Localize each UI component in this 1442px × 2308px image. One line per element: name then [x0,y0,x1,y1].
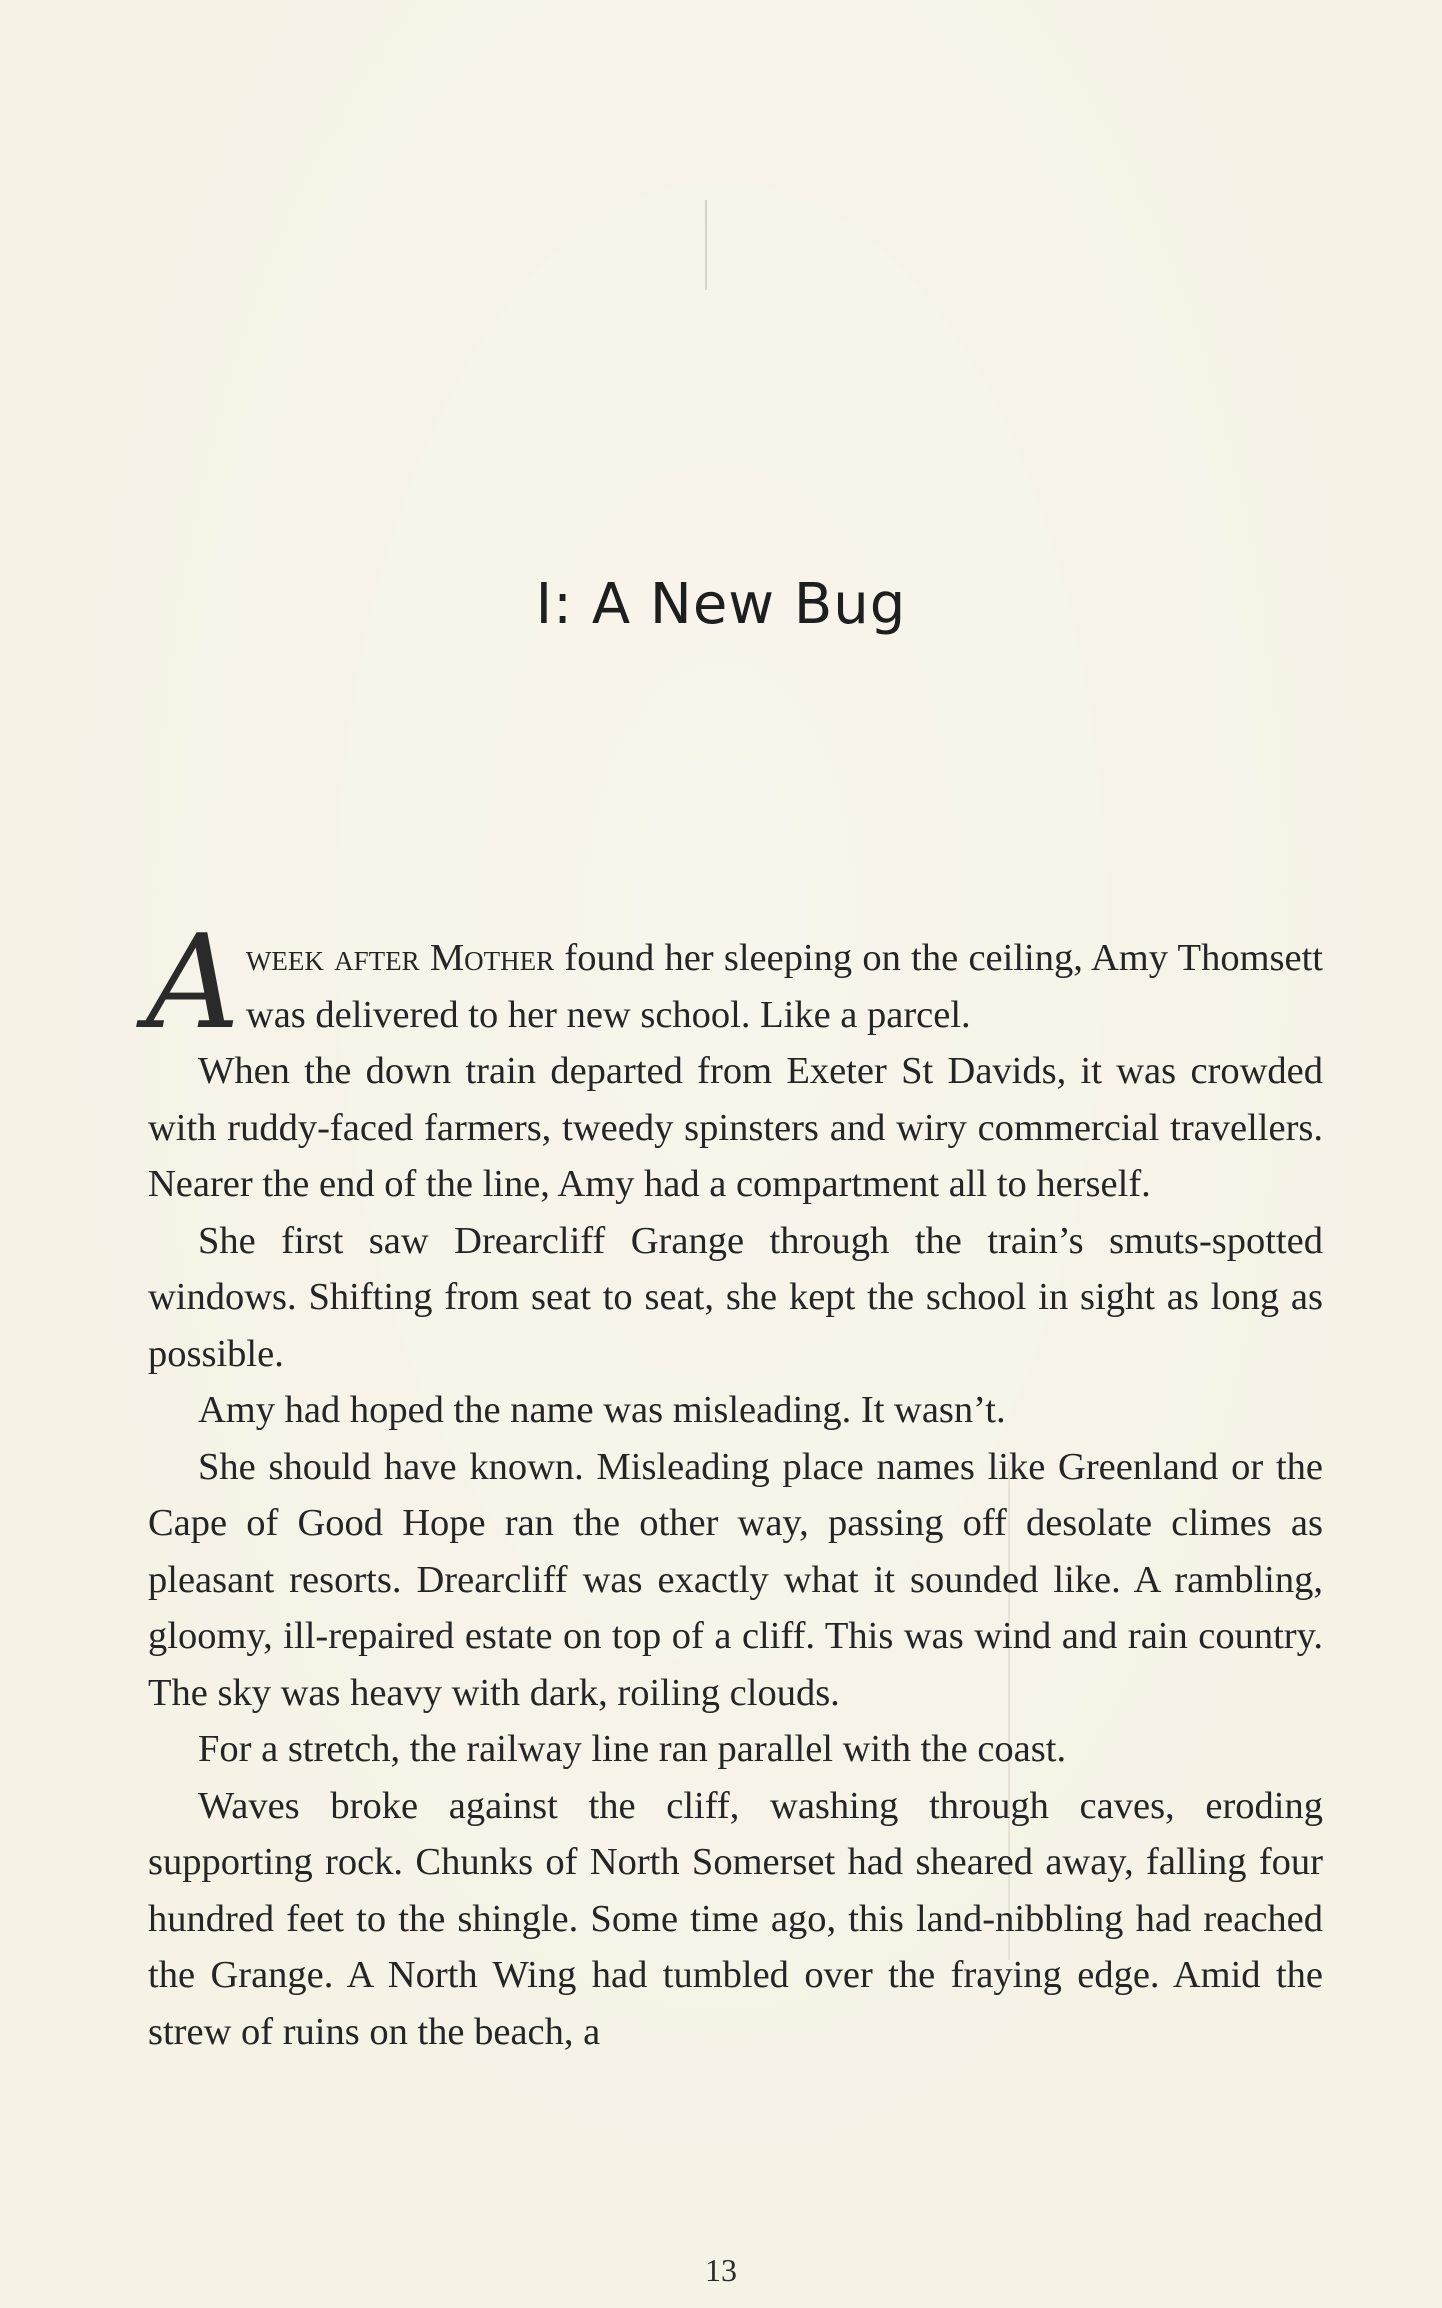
paragraph: When the down train departed from Exeter St Davids, it was crowded with ruddy-faced farmers, tweedy spinsters and wiry commercial travellers. Nearer the end of the line, Amy had a compartment all to herself. [148,1050,1323,1205]
paragraph: She first saw Drearcliff Grange through the train’s smuts-spotted windows. Shifting from seat to seat, she kept the school in sight as long as possible. [148,1219,1323,1375]
paper-mark [705,200,707,290]
body-text [146,906,1323,2060]
paragraph: Amy had hoped the name was misleading. It wasn’t. [198,1389,1006,1431]
paragraph: Waves broke against the cliff, washing through caves, eroding supporting rock. Chunks of North Somerset had sheared away, falling four hundred feet to the shingle. Some time ago, this land-nibbling had reached the Grange. A North Wing had tumbled over the fraying edge. Amid the strew of ruins on the beach, a [148,1784,1323,2053]
opening-paragraph [146,906,1323,1058]
drop-cap: A [146,906,240,1058]
paragraph: For a stretch, the railway line ran parallel with the coast. [198,1728,1067,1770]
paragraph: She should have known. Misleading place names like Greenland or the Cape of Good Hope ran the other way, passing off desolate climes as pleasant resorts. Drearcliff was exactly what it sounded like. A rambling, gloomy, ill-repaired estate on top of a cliff. This was wind and rain country. The sky was heavy with dark, roiling clouds. [148,1445,1323,1714]
opening-smallcaps: week after Mother [245,937,555,979]
chapter-title: I: A New Bug [535,572,907,637]
page-number: 13 [705,2252,737,2288]
opening-text: found her sleeping on the ceiling, Amy Thomsett was delivered to her new school. Like a parcel. [245,937,1323,1036]
